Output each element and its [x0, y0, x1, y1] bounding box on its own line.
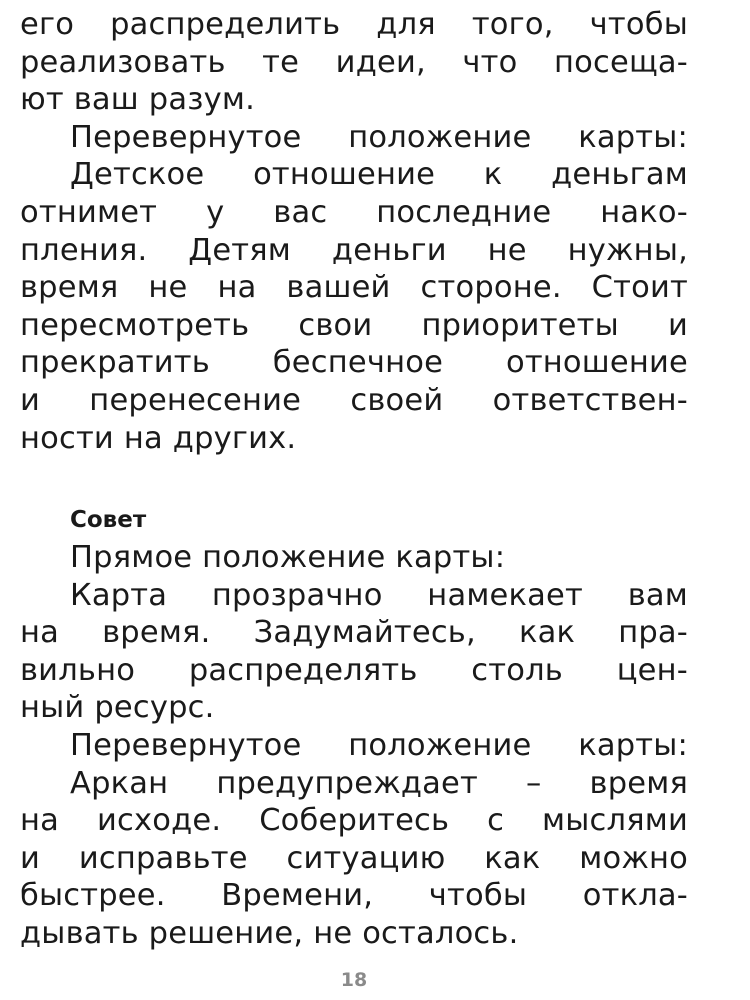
- text-line: на исходе. Соберитесь с мыслями: [20, 803, 688, 839]
- text-line: дывать решение, не осталось.: [20, 915, 519, 951]
- text-line: на время. Задумайтесь, как пра-: [20, 615, 688, 651]
- text-line: быстрее. Времени, чтобы откла-: [20, 878, 688, 914]
- text-block-bottom: [20, 539, 688, 953]
- text-line: вильно распределять столь цен-: [20, 652, 688, 688]
- text-block-top: [20, 6, 688, 457]
- text-line: и исправьте ситуацию как можно: [20, 840, 688, 876]
- text-line: его распределить для того, чтобы: [20, 7, 688, 42]
- text-line: Детское отношение к деньгам: [70, 157, 688, 193]
- text-line: время не на вашей стороне. Стоит: [20, 270, 688, 306]
- text-line: пления. Детям деньги не нужны,: [20, 232, 688, 268]
- text-line: Прямое положение карты:: [70, 540, 506, 575]
- text-line: ный ресурс.: [20, 690, 215, 726]
- text-line: прекратить беспечное отношение: [20, 345, 688, 381]
- text-line: Карта прозрачно намекает вам: [70, 577, 688, 613]
- text-line: Перевернутое положение карты:: [70, 119, 688, 155]
- text-line: Перевернутое положение карты:: [70, 727, 688, 763]
- text-line: отнимет у вас последние нако-: [20, 194, 688, 230]
- text-line: и перенесение своей ответствен-: [20, 382, 688, 418]
- text-line: ности на других.: [20, 420, 297, 456]
- text-line: реализовать те идеи, что посеща-: [20, 44, 688, 80]
- page-number: 18: [340, 969, 368, 991]
- text-line: Аркан предупреждает – время: [70, 765, 688, 801]
- text-line: пересмотреть свои приоритеты и: [20, 307, 688, 343]
- text-line: ют ваш разум.: [20, 82, 256, 118]
- section-heading: Совет: [70, 507, 147, 533]
